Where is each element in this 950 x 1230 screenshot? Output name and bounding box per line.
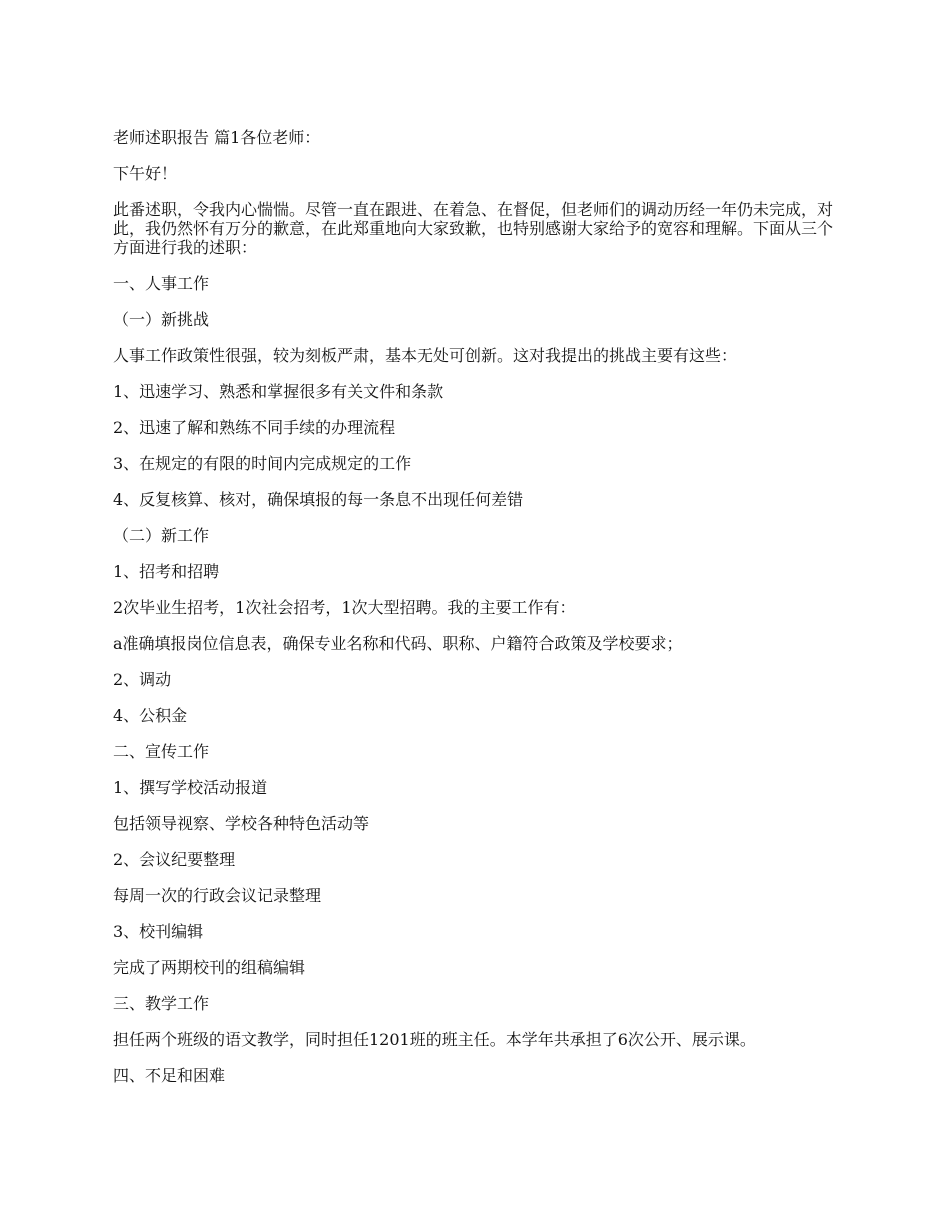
paragraph: 2次毕业生招考，1次社会招考，1次大型招聘。我的主要工作有： [113, 598, 576, 617]
paragraph: 包括领导视察、学校各种特色活动等 [113, 814, 370, 833]
list-item: 2、会议纪要整理 [113, 850, 236, 869]
document-body [113, 128, 838, 1102]
paragraph: 完成了两期校刊的组稿编辑 [113, 958, 306, 977]
section-heading-personnel: 一、人事工作 [113, 274, 210, 293]
list-item: 1、撰写学校活动报道 [113, 778, 268, 797]
list-item: 1、迅速学习、熟悉和掌握很多有关文件和条款 [113, 382, 444, 401]
section-heading-teaching: 三、教学工作 [113, 994, 210, 1013]
list-item: 3、在规定的有限的时间内完成规定的工作 [113, 454, 412, 473]
paragraph: 担任两个班级的语文教学，同时担任1201班的班主任。本学年共承担了6次公开、展示课。 [113, 1030, 756, 1049]
intro-paragraph: 此番述职，令我内心惴惴。尽管一直在跟进、在着急、在督促，但老师们的调动历经一年仍未完成，对此，我仍然怀有万分的歉意，在此郑重地向大家致歉，也特别感谢大家给予的宽容和理解。下面从三个方面进行我的述职： [113, 200, 834, 257]
list-item: 1、招考和招聘 [113, 562, 220, 581]
list-item: 3、校刊编辑 [113, 922, 204, 941]
subheading-new-work: （二）新工作 [113, 526, 210, 545]
list-item: 4、公积金 [113, 706, 188, 725]
list-item: 2、迅速了解和熟练不同手续的办理流程 [113, 418, 396, 437]
paragraph: 每周一次的行政会议记录整理 [113, 886, 322, 905]
list-item: 2、调动 [113, 670, 172, 689]
subheading-new-challenge: （一）新挑战 [113, 310, 210, 329]
section-heading-shortcomings: 四、不足和困难 [113, 1066, 226, 1085]
document-title: 老师述职报告 篇1各位老师： [113, 128, 321, 147]
list-item: 4、反复核算、核对，确保填报的每一条息不出现任何差错 [113, 490, 524, 509]
paragraph: a准确填报岗位信息表，确保专业名称和代码、职称、户籍符合政策及学校要求； [113, 634, 683, 653]
section-heading-publicity: 二、宣传工作 [113, 742, 210, 761]
greeting: 下午好！ [113, 164, 178, 183]
paragraph: 人事工作政策性很强，较为刻板严肃，基本无处可创新。这对我提出的挑战主要有这些： [113, 346, 738, 365]
